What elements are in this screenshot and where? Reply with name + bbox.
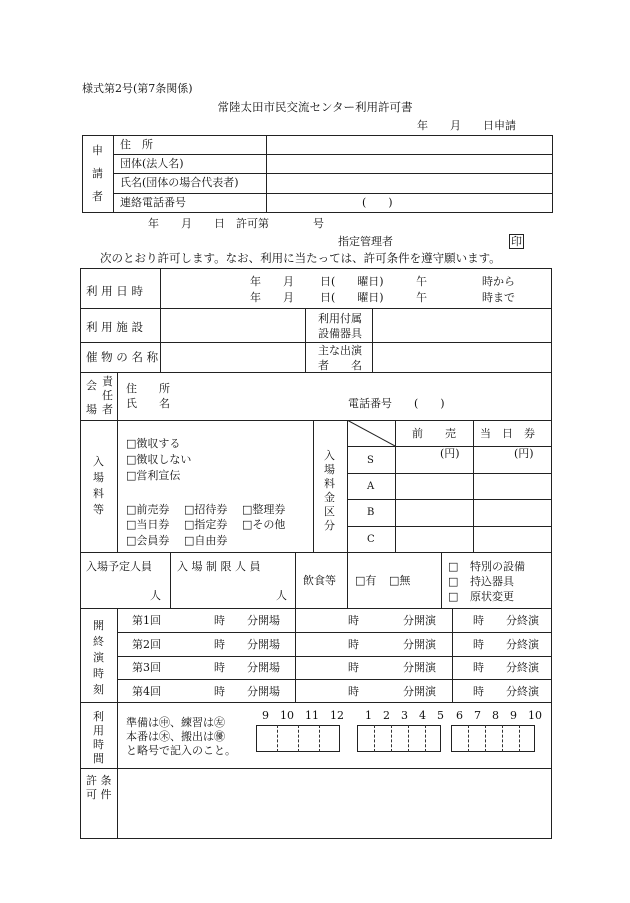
representative-label: 氏名(団体の場合代表者) [120,176,239,189]
commercial-checkbox[interactable]: □営利宣伝 [126,469,181,482]
manager-label-2: 任 [102,389,113,402]
facility-label: 利 用 施 設 [86,320,143,334]
usage-time-label-4: 間 [93,752,104,765]
other-ticket-checkbox[interactable]: □その他 [242,518,286,531]
price-label-4: 金 [324,491,335,504]
session-3-start[interactable]: 時 分開演 [348,661,436,674]
usage-time-label-1: 利 [93,710,104,723]
session-4-end[interactable]: 時 分終演 [473,685,539,698]
free-seat-ticket-checkbox[interactable]: □自由券 [184,534,228,547]
usage-time-label-2: 用 [93,724,104,737]
permit-number-line: 年 月 日 許可第 号 [148,217,324,230]
end-date[interactable]: 年 月 [250,291,294,304]
showtime-label-4: 時 [93,667,104,680]
start-ampm[interactable]: 午 [416,275,427,288]
application-date[interactable]: 年 月 日申請 [417,119,516,132]
showtime-label-5: 刻 [93,683,104,696]
end-ampm[interactable]: 午 [416,291,427,304]
venue-address-label: 住 所 [126,382,170,395]
restoration-label: 原状変更 [470,590,514,603]
performer-label-2: 者 名 [318,359,362,372]
admission-label-1: 入 [93,455,104,468]
conditions-label-1: 許 条 [86,774,112,787]
abbrev-note-1: 準備は㊥、練習は㊧ [126,716,225,729]
advance-yen: (円) [440,447,460,460]
price-label-2: 場 [324,463,335,476]
phone-paren[interactable]: ( ) [362,196,393,209]
limit-person-unit[interactable]: 人 [276,589,287,602]
organization-field[interactable] [267,155,552,172]
applicant-label-3: 者 [92,190,103,203]
session-3-end[interactable]: 時 分終演 [473,661,539,674]
applicant-label-2: 請 [92,167,103,180]
start-date[interactable]: 年 月 [250,275,294,288]
session-1-label: 第1回 [132,614,161,627]
permit-statement: 次のとおり許可します。なお、利用に当たっては、許可条件を遵守願います。 [100,251,501,265]
food-label: 飲食等 [303,574,336,587]
advance-ticket-checkbox[interactable]: □前売券 [126,503,170,516]
advance-column-header: 前 売 [412,427,456,440]
abbrev-note-2: 本番は㊍、搬出は㊝ [126,730,225,743]
price-label-1: 入 [324,449,335,462]
special-equipment-checkbox[interactable]: □ [448,560,459,573]
showtime-label-2: 終 [93,635,104,648]
sameday-ticket-checkbox[interactable]: □当日券 [126,518,170,531]
address-field[interactable] [267,136,552,153]
afternoon-time-grid[interactable] [357,725,441,752]
admission-label-4: 等 [93,503,104,516]
class-s: S [367,455,374,466]
brought-equipment-checkbox[interactable]: □ [448,575,459,588]
attendance-limit-label: 入 場 制 限 人 員 [177,560,261,573]
invitation-ticket-checkbox[interactable]: □招待券 [184,503,228,516]
diagonal-divider [347,420,395,446]
evening-hours: 6 7 8 9 10 [456,709,542,722]
class-c: C [367,534,375,545]
venue-label-2: 場 [86,403,97,416]
evening-time-grid[interactable] [451,725,535,752]
class-b: B [367,507,375,518]
reserved-ticket-checkbox[interactable]: □指定券 [184,518,228,531]
usage-time-label-3: 時 [93,738,104,751]
page-title: 常陸太田市民交流センター利用許可書 [217,100,413,114]
form-number: 様式第2号(第7条関係) [82,82,193,95]
seal-icon: 印 [511,235,522,248]
conditions-label-2: 可 件 [86,788,112,801]
end-time[interactable]: 時まで [482,291,515,304]
session-4-label: 第4回 [132,685,161,698]
numbered-ticket-checkbox[interactable]: □整理券 [242,503,286,516]
manager-label-3: 者 [102,403,113,416]
class-a: A [367,481,375,492]
afternoon-hours: 1 2 3 4 5 [365,709,444,722]
showtime-label-3: 演 [93,651,104,664]
session-1-end[interactable]: 時 分終演 [473,614,539,627]
session-2-end[interactable]: 時 分終演 [473,638,539,651]
session-1-open[interactable]: 時 分開場 [214,614,280,627]
session-2-start[interactable]: 時 分開演 [348,638,436,651]
abbrev-note-3: と略号で記入のこと。 [126,744,236,757]
food-no-checkbox[interactable]: □無 [389,574,411,587]
admission-label-3: 料 [93,487,104,500]
session-2-open[interactable]: 時 分開場 [214,638,280,651]
representative-field[interactable] [267,174,552,192]
equipment-label-1: 利用付属 [318,312,362,325]
designated-manager: 指定管理者 [338,235,393,248]
food-yes-checkbox[interactable]: □有 [355,574,377,587]
price-label-3: 料 [324,477,335,490]
session-4-start[interactable]: 時 分開演 [348,685,436,698]
start-time[interactable]: 時から [482,275,515,288]
no-collect-checkbox[interactable]: □徴収しない [126,453,192,466]
restoration-checkbox[interactable]: □ [448,590,459,603]
event-name-label: 催 物 の 名 称 [86,350,159,364]
phone-label: 連絡電話番号 [120,196,186,209]
member-ticket-checkbox[interactable]: □会員券 [126,534,170,547]
manager-label-1: 責 [102,375,113,388]
address-label: 住 所 [120,138,153,151]
sameday-yen: (円) [514,447,534,460]
morning-hours: 9 10 11 12 [262,709,344,722]
session-4-open[interactable]: 時 分開場 [214,685,280,698]
applicant-label-1: 申 [92,144,103,157]
session-3-label: 第3回 [132,661,161,674]
venue-name-label: 氏 名 [126,397,170,410]
start-day[interactable]: 日( 曜日) [320,275,384,288]
collect-checkbox[interactable]: □徴収する [126,437,181,450]
admission-label-2: 場 [93,471,104,484]
brought-equipment-label: 持込器具 [470,575,514,588]
venue-phone-label[interactable]: 電話番号 ( ) [348,397,445,410]
session-2-label: 第2回 [132,638,161,651]
usage-datetime-label: 利 用 日 時 [86,284,143,298]
expected-person-unit[interactable]: 人 [150,589,161,602]
sameday-column-header: 当 日 券 [480,427,535,440]
session-1-start[interactable]: 時 分開演 [348,614,436,627]
price-label-5: 区 [324,505,335,518]
equipment-label-2: 設備器具 [318,327,362,340]
showtime-label-1: 開 [93,619,104,632]
performer-label-1: 主な出演 [318,344,362,357]
conditions-field[interactable] [118,769,551,838]
expected-attendance-label: 入場予定人員 [86,560,152,573]
price-label-6: 分 [324,519,335,532]
special-equipment-label: 特別の設備 [470,560,525,573]
venue-label-1: 会 [86,379,97,392]
session-3-open[interactable]: 時 分開場 [214,661,280,674]
end-day[interactable]: 日( 曜日) [320,291,384,304]
organization-label: 団体(法人名) [120,157,184,170]
